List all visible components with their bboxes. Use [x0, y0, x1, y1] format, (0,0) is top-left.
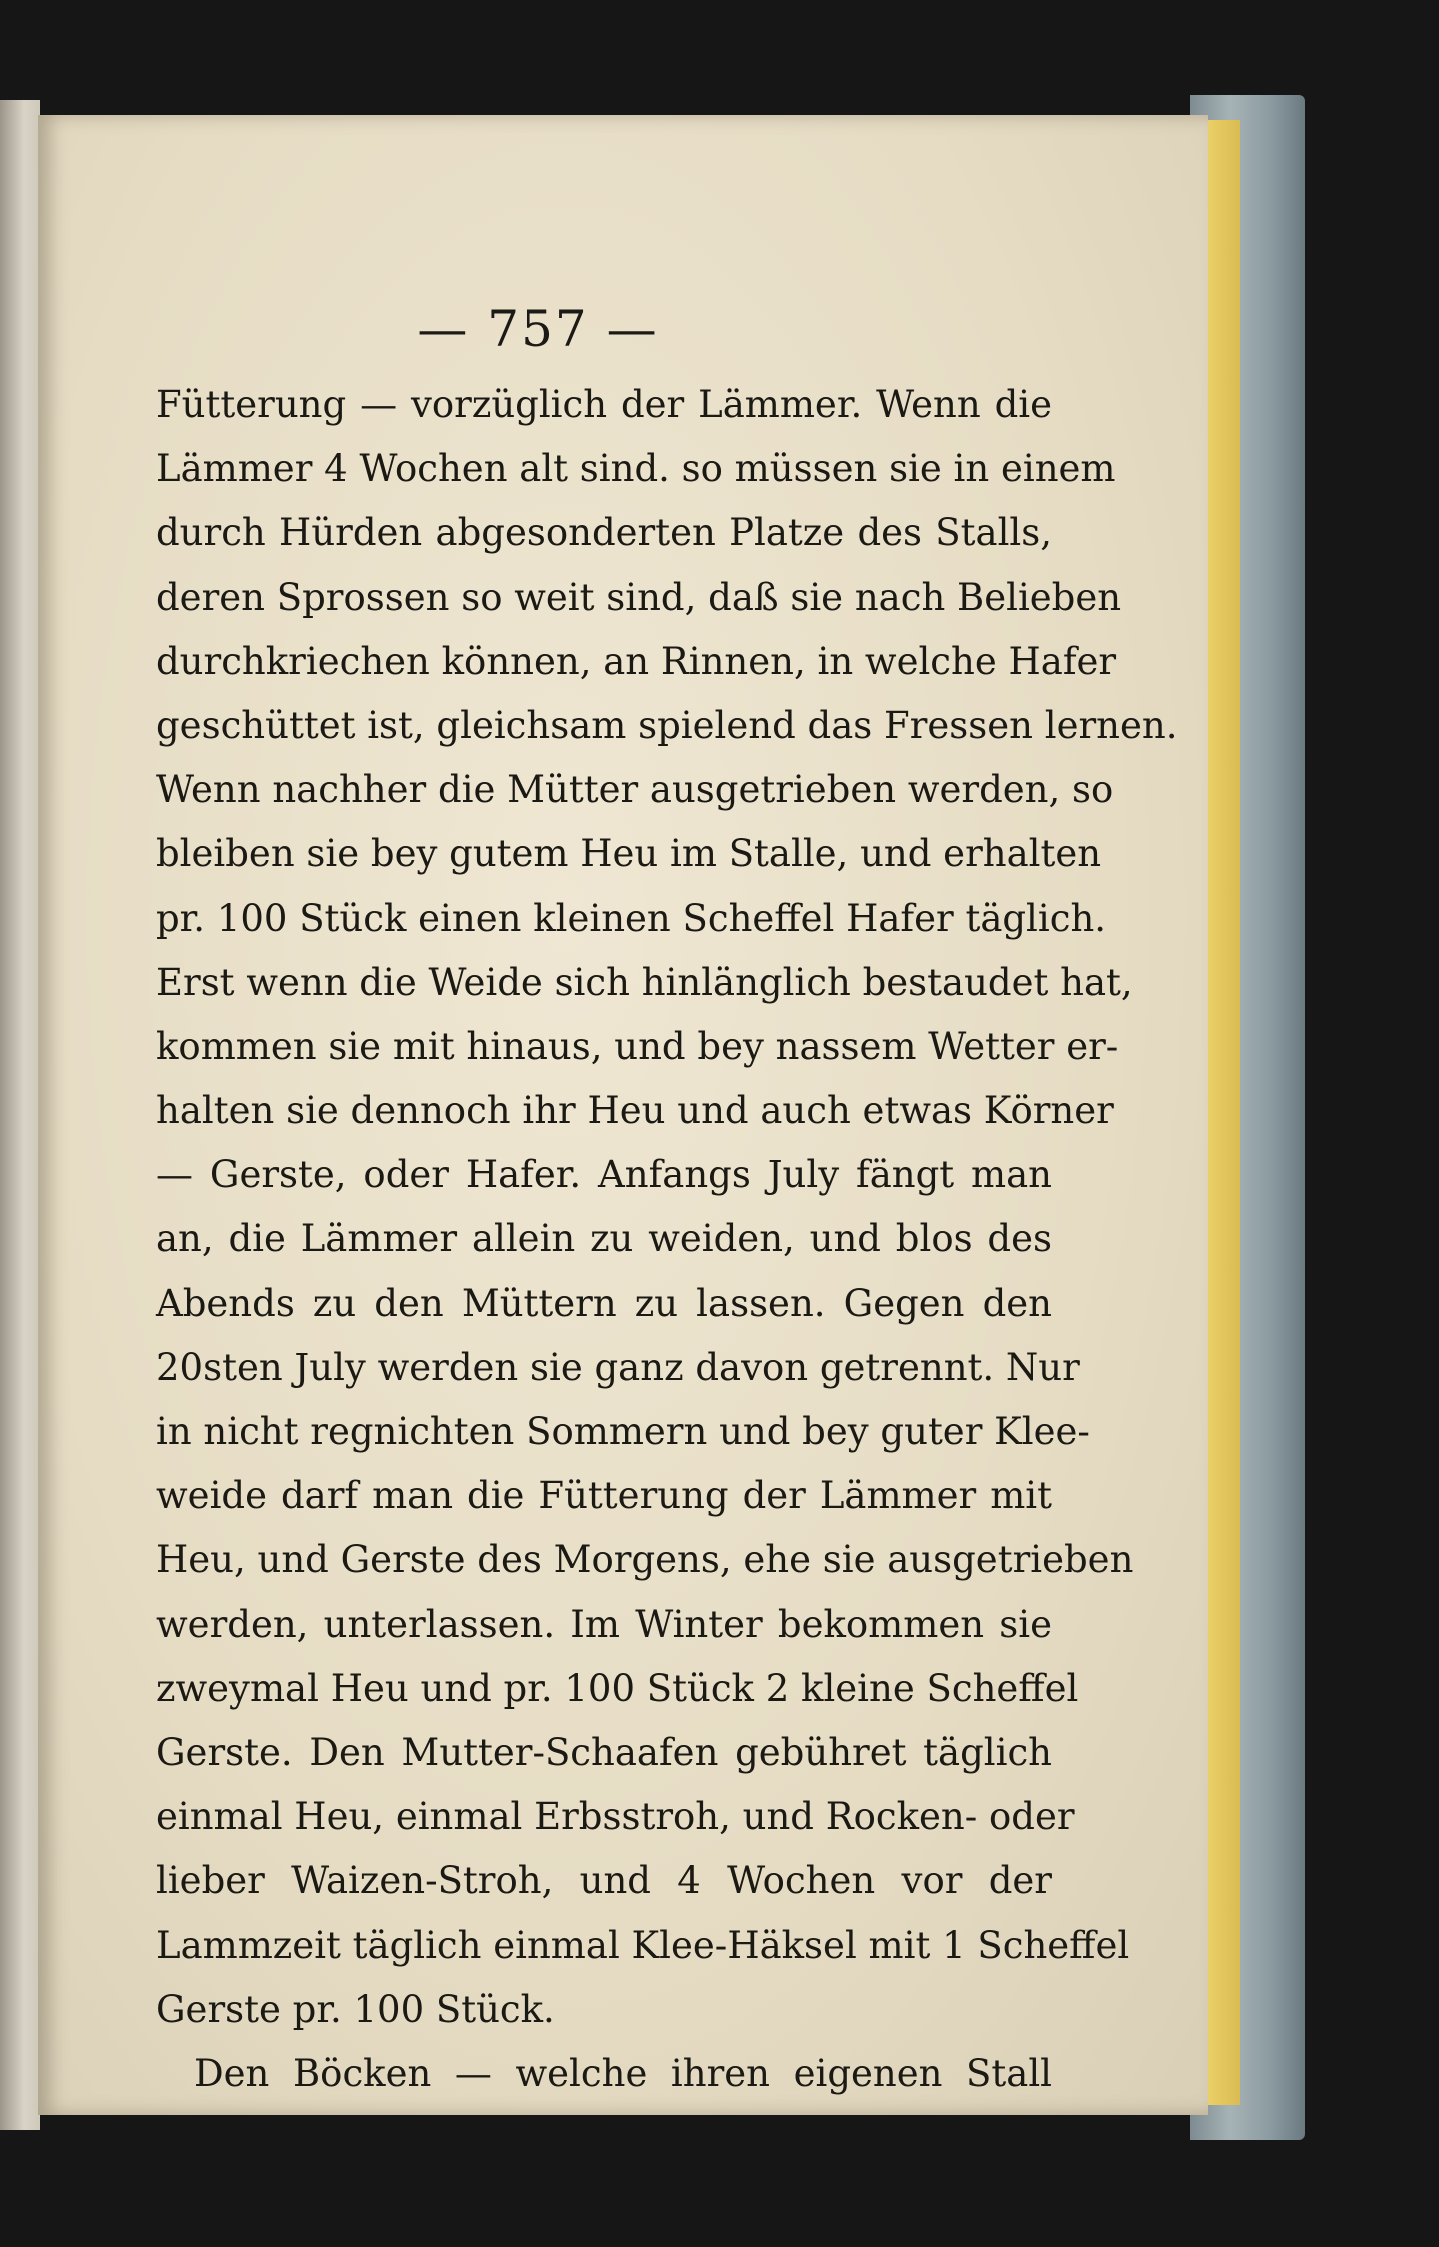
text-line: pr. 100 Stück einen kleinen Scheffel Hafer täglich. [156, 896, 1107, 940]
text-line: einmal Heu, einmal Erbsstroh, und Rocken- oder [156, 1795, 1075, 1839]
text-line: Den Böcken — welche ihren eigenen Stall [194, 2051, 1052, 2095]
text-line: werden, unterlassen. Im Winter bekommen sie [156, 1602, 1052, 1646]
text-line: deren Sprossen so weit sind, daß sie nach Belieben [156, 575, 1122, 619]
text-line: weide darf man die Fütterung der Lämmer mit [156, 1474, 1052, 1518]
text-line: Wenn nachher die Mütter ausgetrieben werden, so [156, 768, 1114, 812]
text-line: zweymal Heu und pr. 100 Stück 2 kleine Scheffel [156, 1666, 1079, 1710]
text-line: in nicht regnichten Sommern und bey guter Klee- [156, 1410, 1090, 1453]
text-line: Abends zu den Müttern zu lassen. Gegen den [156, 1281, 1052, 1325]
text-line: durchkriechen können, an Rinnen, in welche Hafer [156, 639, 1117, 683]
text-line: an, die Lämmer allein zu weiden, und blos des [156, 1217, 1052, 1261]
page-text [156, 373, 1178, 2106]
left-page-edge [0, 100, 40, 2130]
text-line: Fütterung — vorzüglich der Lämmer. Wenn die [156, 383, 1052, 426]
book-page [38, 115, 1208, 2115]
text-line: Erst wenn die Weide sich hinlänglich bestaudet hat, [156, 960, 1133, 1004]
text-line: Gerste. Den Mutter-Schaafen gebühret täglich [156, 1730, 1052, 1774]
text-line: durch Hürden abgesonderten Platze des Stalls, [156, 511, 1052, 555]
text-line: Lämmer 4 Wochen alt sind. so müssen sie in einem [156, 447, 1116, 491]
text-line: — Gerste, oder Hafer. Anfangs July fängt man [156, 1153, 1052, 1197]
page-number: — 757 — [417, 300, 659, 358]
text-line: geschüttet ist, gleichsam spielend das Fressen lernen. [156, 703, 1178, 747]
text-line: kommen sie mit hinaus, und bey nassem Wetter er- [156, 1024, 1119, 1068]
text-line: Lammzeit täglich einmal Klee-Häksel mit 1 Scheffel [156, 1923, 1130, 1967]
text-line: 20sten July werden sie ganz davon getrennt. Nur [156, 1345, 1080, 1389]
text-line: Gerste pr. 100 Stück. [156, 1987, 555, 2031]
text-line: lieber Waizen-Stroh, und 4 Wochen vor der [156, 1859, 1052, 1903]
text-line: halten sie dennoch ihr Heu und auch etwas Körner [156, 1089, 1114, 1133]
text-line: bleiben sie bey gutem Heu im Stalle, und erhalten [156, 832, 1102, 876]
text-line: Heu, und Gerste des Morgens, ehe sie ausgetrieben [156, 1538, 1134, 1582]
